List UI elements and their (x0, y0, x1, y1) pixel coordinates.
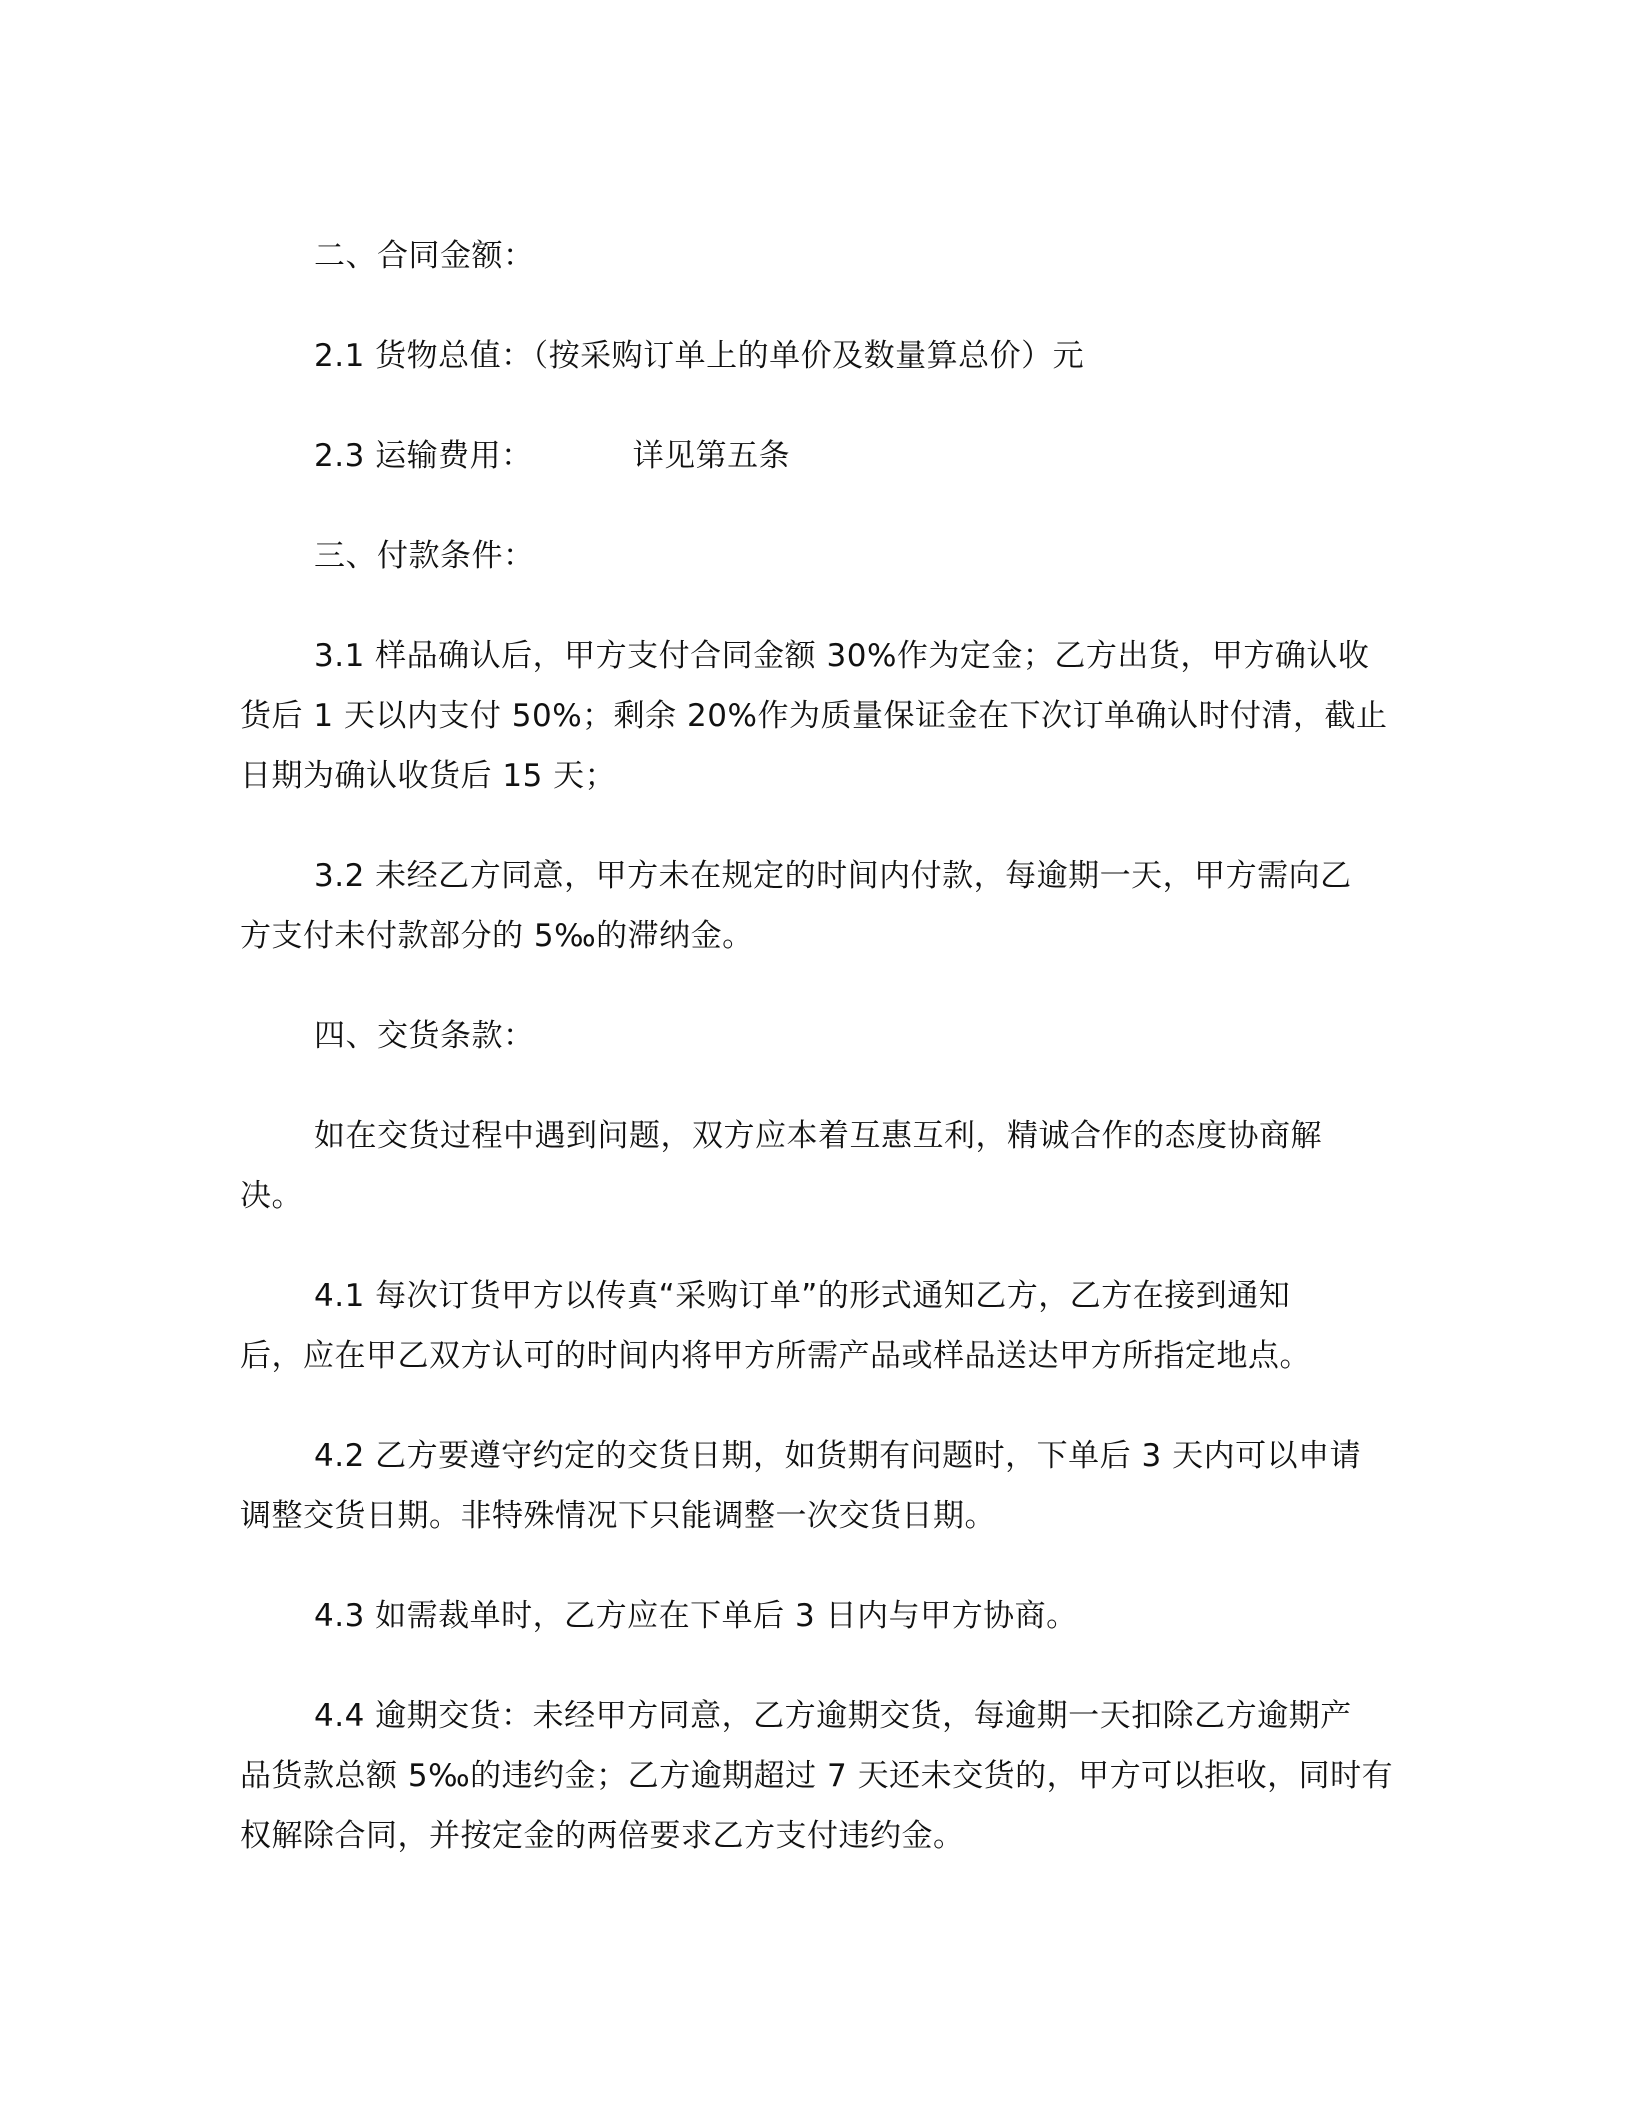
clause-3-2-line-1: 3.2 未经乙方同意，甲方未在规定的时间内付款，每逾期一天，甲方需向乙 (314, 858, 1352, 894)
section-4-intro-line-1: 如在交货过程中遇到问题，双方应本着互惠互利，精诚合作的态度协商解 (314, 1118, 1322, 1154)
section-4-heading: 四、交货条款： (314, 1018, 535, 1054)
clause-3-1-line-3: 日期为确认收货后 15 天； (240, 758, 617, 794)
section-3-heading: 三、付款条件： (314, 538, 535, 574)
clause-4-2-line-1: 4.2 乙方要遵守约定的交货日期，如货期有问题时，下单后 3 天内可以申请 (314, 1438, 1362, 1474)
clause-2-3-value: 详见第五条 (632, 438, 791, 474)
section-4-intro-line-2: 决。 (240, 1178, 303, 1214)
clause-2-3 (314, 434, 790, 478)
clause-4-1-line-2: 后，应在甲乙双方认可的时间内将甲方所需产品或样品送达甲方所指定地点。 (240, 1338, 1311, 1374)
section-2-heading: 二、合同金额： (314, 238, 535, 274)
clause-3-1-line-2: 货后 1 天以内支付 50%；剩余 20%作为质量保证金在下次订单确认时付清，截止 (240, 698, 1388, 734)
clause-3-2-line-2: 方支付未付款部分的 5‰的滞纳金。 (240, 918, 754, 954)
clause-4-3: 4.3 如需裁单时，乙方应在下单后 3 日内与甲方协商。 (314, 1598, 1078, 1634)
clause-2-1: 2.1 货物总值：（按采购订单上的单价及数量算总价）元 (314, 338, 1085, 374)
clause-3-1-line-1: 3.1 样品确认后，甲方支付合同金额 30%作为定金；乙方出货，甲方确认收 (314, 638, 1370, 674)
clause-4-4-line-1: 4.4 逾期交货：未经甲方同意，乙方逾期交货，每逾期一天扣除乙方逾期产 (314, 1698, 1352, 1734)
clause-2-3-label: 2.3 运输费用： (314, 438, 533, 474)
clause-4-2-line-2: 调整交货日期。非特殊情况下只能调整一次交货日期。 (240, 1498, 996, 1534)
clause-4-4-line-2: 品货款总额 5‰的违约金；乙方逾期超过 7 天还未交货的，甲方可以拒收，同时有 (240, 1758, 1394, 1794)
clause-4-4-line-3: 权解除合同，并按定金的两倍要求乙方支付违约金。 (240, 1818, 965, 1854)
clause-4-1-line-1: 4.1 每次订货甲方以传真“采购订单”的形式通知乙方，乙方在接到通知 (314, 1278, 1291, 1314)
